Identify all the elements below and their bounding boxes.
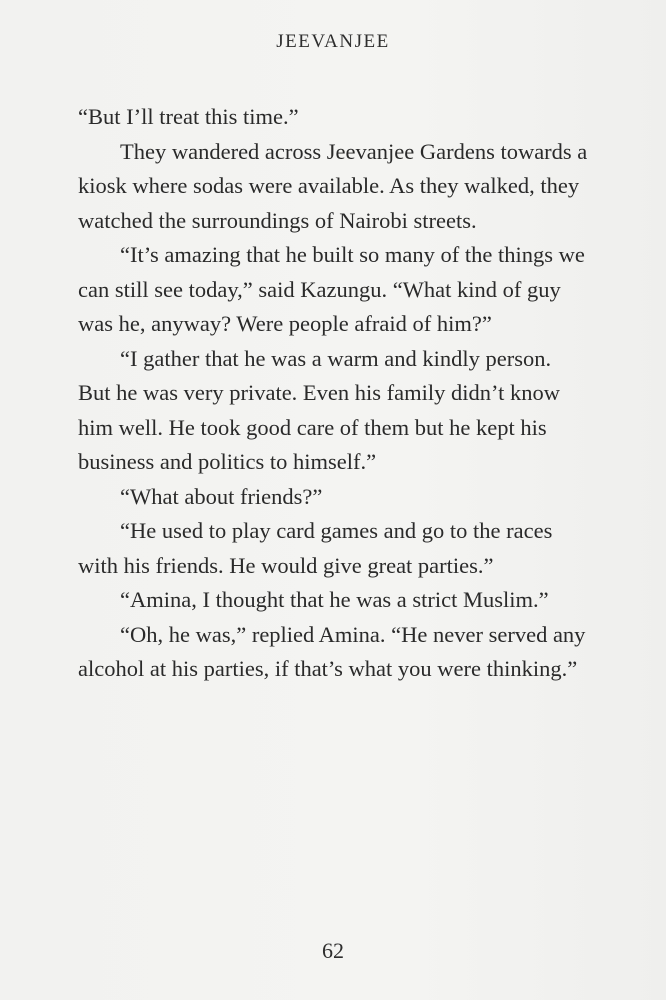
body-text — [78, 100, 588, 687]
paragraph: They wandered across Jeevanjee Gardens towards a kiosk where sodas were available. As they walked, they watched the surroundings of Nairobi streets. — [78, 138, 588, 233]
paragraph: “But I’ll treat this time.” — [78, 104, 299, 129]
paragraph: “He used to play card games and go to the races with his friends. He would give great parties.” — [78, 518, 553, 578]
paragraph: “I gather that he was a warm and kindly person. But he was very private. Even his family didn’t know him well. He took good care of them but he kept his business and politics to himself.” — [78, 345, 560, 474]
paragraph: “What about friends?” — [120, 483, 323, 509]
running-header: JEEVANJEE — [276, 31, 390, 52]
page-number: 62 — [322, 938, 344, 963]
paragraph: “Oh, he was,” replied Amina. “He never served any alcohol at his parties, if that’s what you were thinking.” — [78, 621, 586, 681]
paragraph: “It’s amazing that he built so many of the things we can still see today,” said Kazungu. “What kind of guy was he, anyway? Were people afraid of him?” — [78, 242, 585, 336]
paragraph: “Amina, I thought that he was a strict Muslim.” — [120, 587, 549, 612]
